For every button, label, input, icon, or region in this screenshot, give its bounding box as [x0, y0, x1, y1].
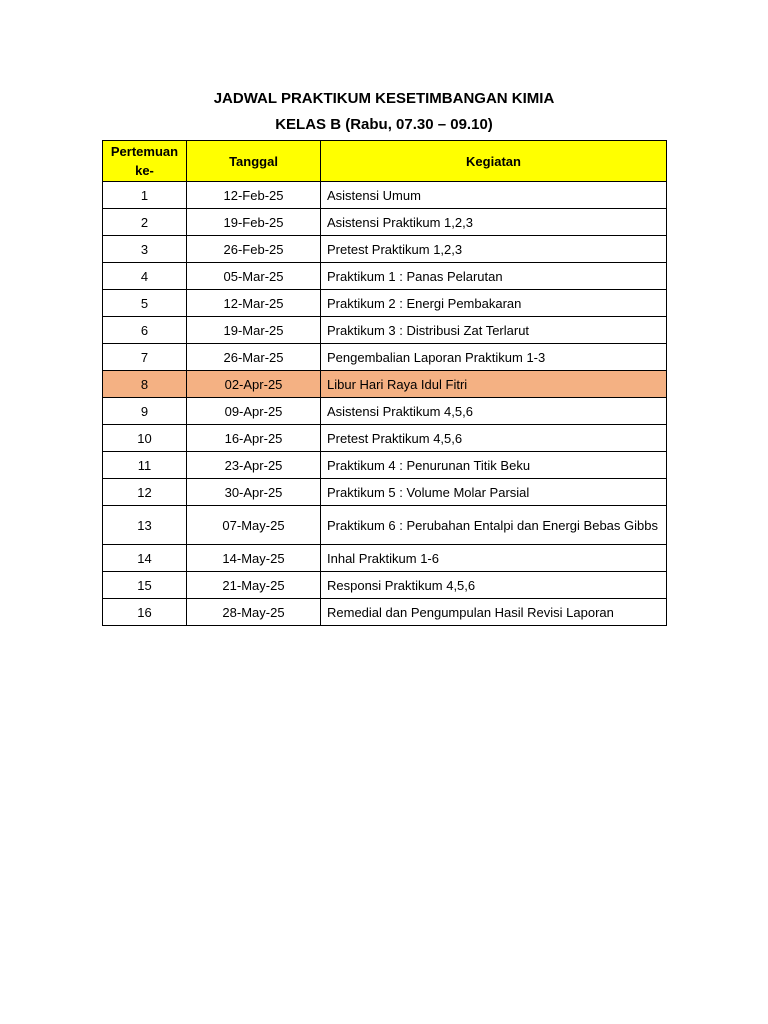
header-pertemuan: Pertemuan ke- [103, 141, 187, 182]
cell-tanggal: 28-May-25 [187, 599, 321, 626]
cell-kegiatan: Pretest Praktikum 1,2,3 [321, 236, 667, 263]
cell-pertemuan: 3 [103, 236, 187, 263]
cell-tanggal: 05-Mar-25 [187, 263, 321, 290]
header-kegiatan: Kegiatan [321, 141, 667, 182]
cell-tanggal: 14-May-25 [187, 545, 321, 572]
cell-pertemuan: 16 [103, 599, 187, 626]
table-row [103, 545, 667, 572]
cell-kegiatan: Praktikum 5 : Volume Molar Parsial [321, 479, 667, 506]
table-row [103, 344, 667, 371]
table-row [103, 599, 667, 626]
cell-kegiatan: Asistensi Umum [321, 182, 667, 209]
cell-kegiatan: Asistensi Praktikum 1,2,3 [321, 209, 667, 236]
table-row [103, 398, 667, 425]
cell-kegiatan: Praktikum 1 : Panas Pelarutan [321, 263, 667, 290]
cell-kegiatan: Praktikum 6 : Perubahan Entalpi dan Energi Bebas Gibbs [321, 506, 667, 545]
table-row [103, 425, 667, 452]
table-header [103, 141, 667, 182]
table-row [103, 209, 667, 236]
cell-pertemuan: 15 [103, 572, 187, 599]
cell-kegiatan: Responsi Praktikum 4,5,6 [321, 572, 667, 599]
cell-kegiatan: Praktikum 3 : Distribusi Zat Terlarut [321, 317, 667, 344]
header-tanggal: Tanggal [187, 141, 321, 182]
cell-tanggal: 02-Apr-25 [187, 371, 321, 398]
cell-tanggal: 23-Apr-25 [187, 452, 321, 479]
cell-kegiatan: Praktikum 2 : Energi Pembakaran [321, 290, 667, 317]
schedule-table [102, 140, 667, 626]
page-title: JADWAL PRAKTIKUM KESETIMBANGAN KIMIA [213, 90, 555, 107]
table-row [103, 479, 667, 506]
cell-tanggal: 21-May-25 [187, 572, 321, 599]
cell-tanggal: 26-Feb-25 [187, 236, 321, 263]
cell-kegiatan: Inhal Praktikum 1-6 [321, 545, 667, 572]
cell-kegiatan: Remedial dan Pengumpulan Hasil Revisi Laporan [321, 599, 667, 626]
cell-pertemuan: 12 [103, 479, 187, 506]
cell-kegiatan: Asistensi Praktikum 4,5,6 [321, 398, 667, 425]
cell-pertemuan: 5 [103, 290, 187, 317]
table-row [103, 317, 667, 344]
cell-kegiatan: Libur Hari Raya Idul Fitri [321, 371, 667, 398]
cell-tanggal: 19-Mar-25 [187, 317, 321, 344]
cell-pertemuan: 1 [103, 182, 187, 209]
cell-pertemuan: 7 [103, 344, 187, 371]
cell-tanggal: 26-Mar-25 [187, 344, 321, 371]
cell-pertemuan: 13 [103, 506, 187, 545]
table-row [103, 452, 667, 479]
cell-pertemuan: 10 [103, 425, 187, 452]
cell-pertemuan: 6 [103, 317, 187, 344]
cell-tanggal: 09-Apr-25 [187, 398, 321, 425]
table-row [103, 506, 667, 545]
header-row [103, 141, 667, 182]
cell-pertemuan: 8 [103, 371, 187, 398]
cell-kegiatan: Praktikum 4 : Penurunan Titik Beku [321, 452, 667, 479]
cell-tanggal: 19-Feb-25 [187, 209, 321, 236]
cell-kegiatan: Pengembalian Laporan Praktikum 1-3 [321, 344, 667, 371]
cell-pertemuan: 11 [103, 452, 187, 479]
cell-tanggal: 12-Mar-25 [187, 290, 321, 317]
cell-pertemuan: 9 [103, 398, 187, 425]
page-subtitle: KELAS B (Rabu, 07.30 – 09.10) [275, 116, 493, 133]
cell-pertemuan: 4 [103, 263, 187, 290]
cell-tanggal: 30-Apr-25 [187, 479, 321, 506]
table-row [103, 572, 667, 599]
table-row [103, 236, 667, 263]
cell-pertemuan: 2 [103, 209, 187, 236]
cell-tanggal: 07-May-25 [187, 506, 321, 545]
cell-tanggal: 12-Feb-25 [187, 182, 321, 209]
table-row [103, 371, 667, 398]
cell-tanggal: 16-Apr-25 [187, 425, 321, 452]
table-body [103, 182, 667, 626]
cell-pertemuan: 14 [103, 545, 187, 572]
table-row [103, 182, 667, 209]
cell-kegiatan: Pretest Praktikum 4,5,6 [321, 425, 667, 452]
table-row [103, 290, 667, 317]
table-row [103, 263, 667, 290]
